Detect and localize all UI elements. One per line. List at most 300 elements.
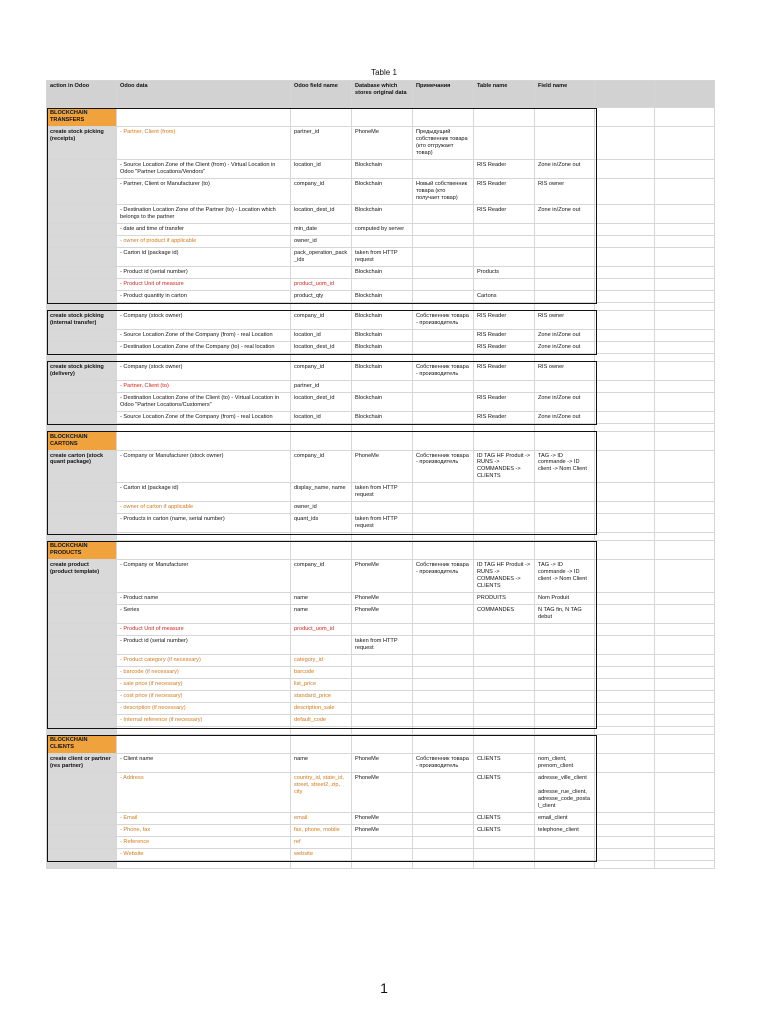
table-cell — [655, 411, 715, 423]
table-cell — [655, 812, 715, 824]
table-cell: location_id — [291, 159, 352, 178]
table-cell — [352, 302, 413, 310]
table-cell: - Partner, Client (from) — [117, 126, 291, 159]
section-header-row — [47, 541, 715, 560]
table-row — [47, 636, 715, 655]
table-cell — [352, 380, 413, 392]
table-row — [47, 624, 715, 636]
table-row — [47, 836, 715, 848]
table-cell — [655, 450, 715, 483]
table-cell — [117, 735, 291, 754]
table-cell: Nom Produit — [535, 593, 595, 605]
table-cell: company_id — [291, 310, 352, 329]
table-cell — [595, 773, 655, 813]
table-cell — [352, 703, 413, 715]
table-cell: taken from HTTP request — [352, 514, 413, 533]
table-cell: ID TAG HF Produit -> RUNS -> COMMANDES -> CLIENTS — [474, 560, 535, 593]
table-cell — [47, 533, 117, 541]
table-cell — [655, 423, 715, 431]
table-cell — [655, 655, 715, 667]
table-row — [47, 223, 715, 235]
table-cell — [535, 302, 595, 310]
table-cell: RIS owner — [535, 178, 595, 204]
table-cell — [413, 423, 474, 431]
table-cell — [291, 636, 352, 655]
column-header: Odoo field name — [291, 81, 352, 108]
table-cell — [474, 108, 535, 127]
table-row — [47, 178, 715, 204]
table-cell — [117, 431, 291, 450]
table-cell: - Company or Manufacturer — [117, 560, 291, 593]
table-cell — [47, 353, 117, 361]
table-cell: - owner of product if applicable — [117, 235, 291, 247]
column-header — [655, 81, 715, 108]
table-row — [47, 126, 715, 159]
table-cell: adresse_ville_client adresse_rue_client, adresse_code_postal_client — [535, 773, 595, 813]
table-cell — [352, 353, 413, 361]
table-cell: Zone in/Zone out — [535, 329, 595, 341]
table-row — [47, 290, 715, 302]
table-cell — [47, 593, 117, 605]
table-cell — [47, 290, 117, 302]
column-header: Field name — [535, 81, 595, 108]
table-cell — [47, 159, 117, 178]
table-cell: - Product category (if necessary) — [117, 655, 291, 667]
table-cell — [595, 247, 655, 266]
table-cell: Blockchain — [352, 159, 413, 178]
table-cell: - Destination Location Zone of the Partner (to) - Location which belongs to the partner — [117, 204, 291, 223]
table-cell — [413, 341, 474, 353]
table-row — [47, 266, 715, 278]
table-cell: - Destination Location Zone of the Client (to) - Virtual Location in Odoo "Partner Locations/Customers" — [117, 392, 291, 411]
table-cell: create stock picking (internal transfer) — [47, 310, 117, 329]
table-cell — [47, 423, 117, 431]
table-cell: Blockchain — [352, 266, 413, 278]
table-cell — [655, 667, 715, 679]
table-row — [47, 310, 715, 329]
table-row — [47, 329, 715, 341]
section-header-row — [47, 108, 715, 127]
table-cell — [352, 108, 413, 127]
table-cell — [655, 533, 715, 541]
table-cell — [352, 836, 413, 848]
table-cell: company_id — [291, 450, 352, 483]
table-cell: create product (product template) — [47, 560, 117, 593]
table-cell — [47, 824, 117, 836]
table-cell — [655, 290, 715, 302]
table-cell — [47, 715, 117, 727]
table-cell — [655, 514, 715, 533]
table-cell — [47, 624, 117, 636]
table-cell — [352, 624, 413, 636]
table-cell — [595, 679, 655, 691]
table-cell — [47, 411, 117, 423]
table-cell — [117, 860, 291, 868]
table-cell — [47, 691, 117, 703]
table-cell — [535, 380, 595, 392]
table-cell — [655, 266, 715, 278]
table-cell — [413, 392, 474, 411]
table-cell — [474, 223, 535, 235]
table-cell — [291, 533, 352, 541]
table-row — [47, 204, 715, 223]
table-cell — [535, 431, 595, 450]
table-cell: default_code — [291, 715, 352, 727]
table-cell: - Destination Location Zone of the Company (to) - real location — [117, 341, 291, 353]
table-cell: Собственник товара - производитель — [413, 450, 474, 483]
table-cell — [413, 266, 474, 278]
table-cell — [47, 483, 117, 502]
column-header — [595, 81, 655, 108]
table-cell: - Series — [117, 605, 291, 624]
table-row — [47, 715, 715, 727]
table-cell — [655, 754, 715, 773]
table-cell — [595, 353, 655, 361]
table-cell — [655, 247, 715, 266]
table-cell: - Address — [117, 773, 291, 813]
table-cell: TAG -> ID commande -> ID client -> Nom Client — [535, 560, 595, 593]
table-row — [47, 392, 715, 411]
table-cell — [595, 450, 655, 483]
table-row — [47, 848, 715, 860]
table-cell — [352, 860, 413, 868]
table-cell — [291, 431, 352, 450]
table-cell — [47, 266, 117, 278]
table-cell: - Products in carton (name, serial number) — [117, 514, 291, 533]
table-cell — [535, 655, 595, 667]
table-cell — [655, 392, 715, 411]
table-cell — [595, 703, 655, 715]
table-cell: computed by server — [352, 223, 413, 235]
table-cell — [413, 108, 474, 127]
table-cell — [595, 483, 655, 502]
table-cell — [413, 235, 474, 247]
table-cell — [655, 636, 715, 655]
table-cell: PhoneMe — [352, 605, 413, 624]
table-cell — [47, 235, 117, 247]
table-cell: RIS owner — [535, 361, 595, 380]
table-cell — [352, 691, 413, 703]
table-cell: Собственник товара - производитель — [413, 361, 474, 380]
table-cell: COMMANDES — [474, 605, 535, 624]
table-row — [47, 380, 715, 392]
table-cell — [595, 514, 655, 533]
table-cell — [595, 341, 655, 353]
table-cell — [595, 126, 655, 159]
table-cell — [474, 655, 535, 667]
table-cell — [291, 860, 352, 868]
table-cell: location_dest_id — [291, 392, 352, 411]
table-cell — [595, 361, 655, 380]
table-cell — [413, 223, 474, 235]
table-row — [47, 667, 715, 679]
spacer-row — [47, 860, 715, 868]
table-cell — [291, 353, 352, 361]
table-cell — [352, 727, 413, 735]
table-cell — [595, 159, 655, 178]
table-cell: create client or partner (res partner) — [47, 754, 117, 773]
table-cell — [47, 667, 117, 679]
table-cell: - Email — [117, 812, 291, 824]
table-cell — [474, 431, 535, 450]
table-cell: partner_id — [291, 380, 352, 392]
table-cell — [352, 667, 413, 679]
table-cell — [595, 624, 655, 636]
table-cell: product_uom_id — [291, 624, 352, 636]
table-cell — [655, 204, 715, 223]
table-cell — [595, 655, 655, 667]
table-cell: - Carton id (package id) — [117, 483, 291, 502]
table-cell — [535, 860, 595, 868]
table-cell — [595, 541, 655, 560]
table-cell — [291, 108, 352, 127]
table-cell — [413, 679, 474, 691]
table-cell: owner_id — [291, 235, 352, 247]
table-cell — [291, 302, 352, 310]
table-cell: - Client name — [117, 754, 291, 773]
table-cell — [47, 204, 117, 223]
table-cell: Products — [474, 266, 535, 278]
table-cell — [352, 735, 413, 754]
table-cell — [655, 824, 715, 836]
table-cell: Cartons — [474, 290, 535, 302]
table-cell — [595, 204, 655, 223]
table-cell — [474, 126, 535, 159]
table-cell: RIS Reader — [474, 392, 535, 411]
section-header-row — [47, 431, 715, 450]
table-cell — [352, 278, 413, 290]
table-cell — [413, 860, 474, 868]
table-cell — [655, 235, 715, 247]
table-cell — [352, 423, 413, 431]
table-cell — [413, 159, 474, 178]
table-cell: - Internal reference (if necessary) — [117, 715, 291, 727]
table-cell — [47, 341, 117, 353]
table-cell — [535, 266, 595, 278]
spacer-row — [47, 353, 715, 361]
table-cell: - Source Location Zone of the Client (from) - Virtual Location in Odoo "Partner Locations/Vendors" — [117, 159, 291, 178]
table-cell — [535, 247, 595, 266]
table-row — [47, 514, 715, 533]
column-header: action in Odoo — [47, 81, 117, 108]
table-cell — [535, 108, 595, 127]
table-cell — [655, 605, 715, 624]
table-cell — [47, 727, 117, 735]
table-cell: N TAG fin, N TAG debut — [535, 605, 595, 624]
table-cell — [474, 727, 535, 735]
table-cell — [117, 727, 291, 735]
table-cell — [47, 380, 117, 392]
table-cell — [352, 848, 413, 860]
table-row — [47, 754, 715, 773]
table-cell: taken from HTTP request — [352, 636, 413, 655]
table-cell — [474, 278, 535, 290]
table-cell — [413, 836, 474, 848]
data-table-container — [46, 80, 714, 869]
table-cell — [413, 514, 474, 533]
table-cell: owner_id — [291, 502, 352, 514]
table-cell: quant_ids — [291, 514, 352, 533]
table-cell: email — [291, 812, 352, 824]
table-cell: - Source Location Zone of the Company (from) - real Location — [117, 329, 291, 341]
table-cell — [595, 411, 655, 423]
table-cell — [535, 290, 595, 302]
table-cell: company_id — [291, 361, 352, 380]
table-row — [47, 278, 715, 290]
table-cell — [474, 302, 535, 310]
table-cell: PRODUITS — [474, 593, 535, 605]
table-cell — [595, 290, 655, 302]
table-cell — [413, 824, 474, 836]
table-cell: - Company (stock owner) — [117, 310, 291, 329]
table-cell: - barcode (if necessary) — [117, 667, 291, 679]
table-cell: create carton (stock quant package) — [47, 450, 117, 483]
table-cell: - Product Unit of measure — [117, 278, 291, 290]
table-cell — [47, 836, 117, 848]
table-cell — [535, 502, 595, 514]
table-cell — [474, 636, 535, 655]
table-row — [47, 812, 715, 824]
table-cell: CLIENTS — [474, 754, 535, 773]
table-cell — [47, 514, 117, 533]
table-cell: RIS owner — [535, 310, 595, 329]
table-cell — [47, 605, 117, 624]
table-cell — [117, 423, 291, 431]
table-cell — [47, 223, 117, 235]
table-cell — [474, 715, 535, 727]
table-cell — [474, 353, 535, 361]
table-cell — [655, 715, 715, 727]
table-cell — [413, 735, 474, 754]
table-cell: - Carton id (package id) — [117, 247, 291, 266]
table-cell: RIS Reader — [474, 361, 535, 380]
spacer-row — [47, 727, 715, 735]
table-cell — [413, 655, 474, 667]
table-cell — [413, 502, 474, 514]
table-cell — [47, 636, 117, 655]
table-cell — [413, 605, 474, 624]
table-cell — [474, 502, 535, 514]
table-cell — [655, 624, 715, 636]
table-cell — [413, 533, 474, 541]
table-cell: Blockchain — [352, 310, 413, 329]
spacer-row — [47, 423, 715, 431]
table-cell — [413, 703, 474, 715]
table-cell — [352, 533, 413, 541]
table-cell — [474, 836, 535, 848]
table-cell — [595, 302, 655, 310]
table-cell: nom_client, prenom_client — [535, 754, 595, 773]
table-cell — [47, 703, 117, 715]
table-cell — [352, 655, 413, 667]
table-cell — [655, 727, 715, 735]
section-header-row — [47, 735, 715, 754]
table-cell — [47, 329, 117, 341]
table-cell: - Product Unit of measure — [117, 624, 291, 636]
table-cell: Blockchain — [352, 392, 413, 411]
table-cell — [595, 310, 655, 329]
table-cell: Blockchain — [352, 329, 413, 341]
table-cell — [595, 235, 655, 247]
table-cell — [595, 533, 655, 541]
table-cell — [47, 679, 117, 691]
table-cell: RIS Reader — [474, 159, 535, 178]
table-cell — [535, 126, 595, 159]
table-cell — [535, 836, 595, 848]
table-cell: location_dest_id — [291, 341, 352, 353]
table-cell: - Product id (serial number) — [117, 266, 291, 278]
table-cell: RIS Reader — [474, 310, 535, 329]
table-cell — [535, 667, 595, 679]
table-row — [47, 411, 715, 423]
table-cell: TAG -> ID commande -> ID client -> Nom Client — [535, 450, 595, 483]
table-cell — [655, 380, 715, 392]
table-cell — [655, 108, 715, 127]
table-cell — [535, 703, 595, 715]
table-cell: description_sale — [291, 703, 352, 715]
table-cell: create stock picking (receipts) — [47, 126, 117, 159]
table-cell — [291, 735, 352, 754]
table-cell: - Reference — [117, 836, 291, 848]
table-cell — [535, 624, 595, 636]
table-cell — [474, 735, 535, 754]
table-row — [47, 361, 715, 380]
table-cell — [655, 278, 715, 290]
table-cell — [535, 235, 595, 247]
table-cell — [595, 593, 655, 605]
table-cell — [474, 514, 535, 533]
table-row — [47, 247, 715, 266]
page-number: 1 — [380, 980, 388, 996]
table-cell: email_client — [535, 812, 595, 824]
table-cell: - Company or Manufacturer (stock owner) — [117, 450, 291, 483]
table-cell — [595, 667, 655, 679]
table-cell — [655, 836, 715, 848]
table-cell — [655, 691, 715, 703]
table-cell: PhoneMe — [352, 593, 413, 605]
table-cell — [413, 353, 474, 361]
table-cell — [413, 329, 474, 341]
table-cell — [595, 754, 655, 773]
table-cell — [47, 812, 117, 824]
table-cell — [474, 380, 535, 392]
table-cell — [117, 108, 291, 127]
table-cell: Blockchain — [352, 204, 413, 223]
table-cell — [655, 178, 715, 204]
table-cell — [655, 502, 715, 514]
table-cell: barcode — [291, 667, 352, 679]
column-header: Примечания — [413, 81, 474, 108]
table-cell: CLIENTS — [474, 773, 535, 813]
table-cell — [535, 715, 595, 727]
table-cell: Blockchain — [352, 178, 413, 204]
table-cell — [595, 605, 655, 624]
table-cell — [474, 533, 535, 541]
table-cell — [47, 247, 117, 266]
table-cell: Новый собственник товара (кто получает товар) — [413, 178, 474, 204]
table-cell: - Partner, Client (to) — [117, 380, 291, 392]
table-cell — [655, 593, 715, 605]
table-cell — [595, 836, 655, 848]
table-cell — [535, 514, 595, 533]
table-cell — [47, 860, 117, 868]
table-cell: - date and time of transfer — [117, 223, 291, 235]
table-cell — [655, 126, 715, 159]
table-cell: - Phone, fax — [117, 824, 291, 836]
table-cell — [352, 541, 413, 560]
table-cell — [535, 541, 595, 560]
table-cell: Предыдущий собственник товара (кто отгружает товар) — [413, 126, 474, 159]
